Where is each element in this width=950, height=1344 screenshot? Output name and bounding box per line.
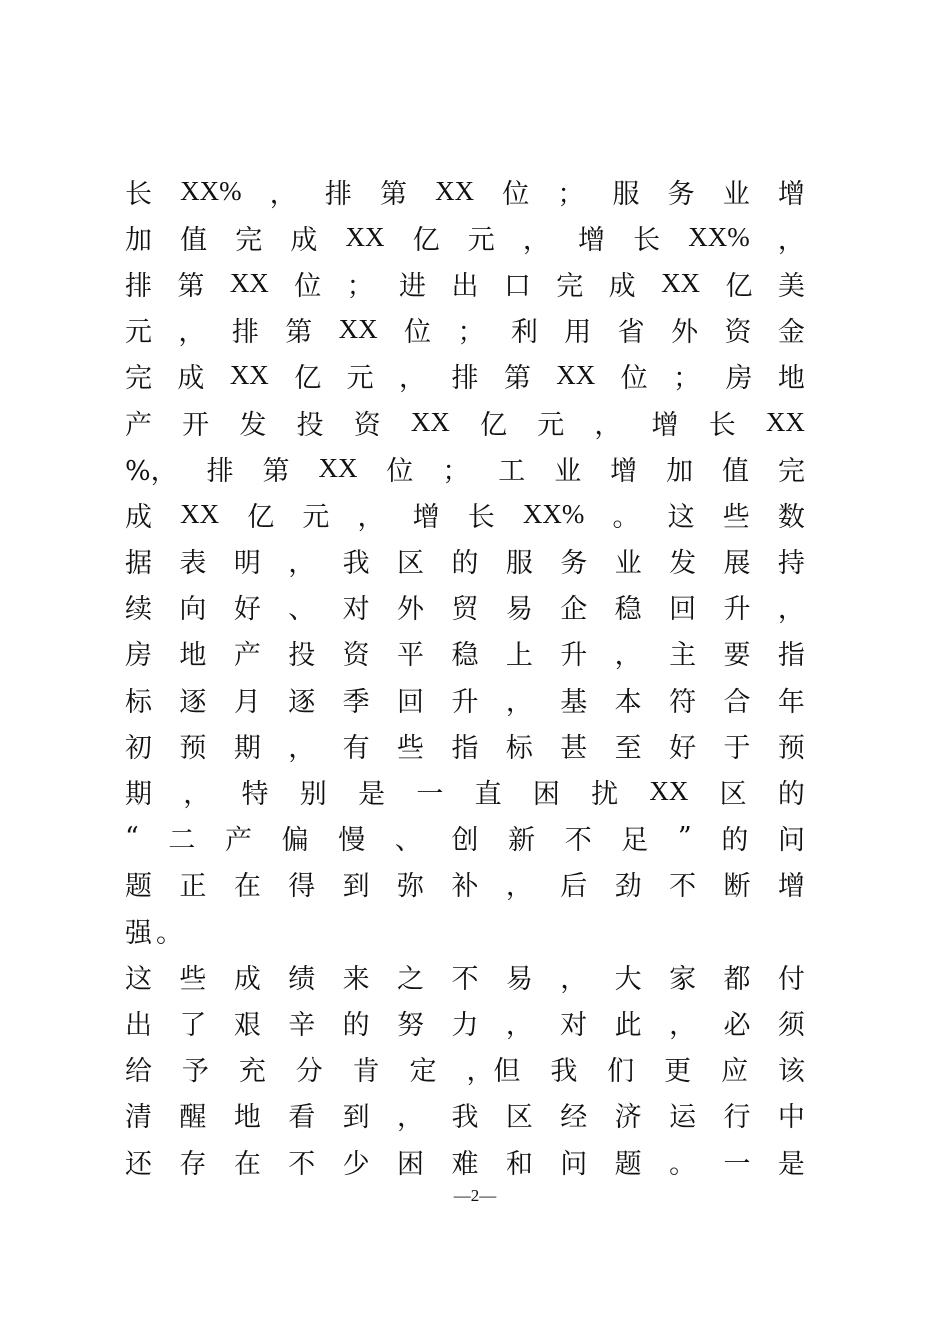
- text-token: 们: [607, 1056, 635, 1088]
- text-token: 产: [233, 640, 261, 672]
- text-token: XX: [318, 452, 358, 483]
- text-token: 一: [416, 779, 444, 811]
- text-token: 我: [451, 1102, 479, 1134]
- text-token: XX: [338, 314, 378, 345]
- text-token: 排: [324, 178, 352, 210]
- text-token: 回: [669, 594, 697, 626]
- text-token: 长: [125, 178, 152, 210]
- text-token: 亿: [247, 501, 275, 533]
- text-token: 不: [564, 825, 592, 857]
- text-token: 成: [125, 501, 152, 533]
- text-token: 易: [505, 963, 533, 995]
- text-token: 、: [394, 825, 422, 857]
- text-token: 问: [777, 825, 805, 857]
- text-token: 问: [560, 1148, 588, 1180]
- text-line: [125, 815, 805, 861]
- text-token: 外: [671, 317, 699, 349]
- text-token: 符: [669, 686, 697, 718]
- text-token: ，: [357, 501, 385, 533]
- text-token: 后: [560, 871, 588, 903]
- text-token: ，: [269, 178, 297, 210]
- text-token: 些: [397, 732, 425, 764]
- text-token: 主: [669, 640, 697, 672]
- text-token: 些: [179, 963, 207, 995]
- text-token: %，: [125, 455, 178, 487]
- text-token: 辛: [288, 1009, 316, 1041]
- text-token: 予: [181, 1056, 209, 1088]
- text-token: 口: [503, 270, 531, 302]
- text-token: 产: [125, 409, 152, 441]
- text-token: 明: [233, 548, 261, 580]
- text-token: 清: [125, 1102, 152, 1134]
- text-token: 至: [614, 732, 642, 764]
- text-line: [125, 353, 805, 399]
- text-token: ，: [614, 640, 642, 672]
- text-token: 利: [510, 317, 538, 349]
- text-token: 稳: [451, 640, 479, 672]
- text-token: XX%: [180, 175, 242, 206]
- text-token: 稳: [614, 594, 642, 626]
- text-token: 运: [669, 1102, 697, 1134]
- text-token: 出: [125, 1009, 152, 1041]
- text-token: 进: [399, 270, 427, 302]
- text-token: 美: [777, 270, 805, 302]
- text-token: 区: [719, 779, 747, 811]
- text-line: [125, 538, 805, 584]
- text-token: 平: [397, 640, 425, 672]
- text-token: ，: [777, 594, 805, 626]
- text-token: 成: [233, 963, 261, 995]
- text-token: 业: [554, 455, 582, 487]
- text-token: ；: [557, 178, 585, 210]
- text-line: [125, 630, 805, 676]
- text-token: 投: [296, 409, 324, 441]
- text-token: 在: [233, 871, 261, 903]
- text-token: XX: [435, 175, 475, 206]
- text-token: 升: [560, 640, 588, 672]
- text-token: 第: [285, 317, 313, 349]
- text-token: 完: [777, 455, 805, 487]
- text-line: [125, 1138, 805, 1184]
- text-token: 贸: [451, 594, 479, 626]
- text-token: ，: [669, 1009, 697, 1041]
- text-token: ，: [777, 224, 805, 256]
- text-token: 位: [404, 317, 432, 349]
- text-token: 成: [608, 270, 636, 302]
- text-token: 增: [777, 178, 805, 210]
- text-token: 该: [777, 1056, 805, 1088]
- text-token: 慢: [338, 825, 366, 857]
- text-token: 出: [451, 270, 479, 302]
- text-token: 回: [397, 686, 425, 718]
- text-token: 排: [451, 363, 479, 395]
- text-token: 企: [560, 594, 588, 626]
- text-token: 对: [342, 594, 370, 626]
- text-token: 数: [777, 501, 805, 533]
- text-line: [125, 676, 805, 722]
- text-token: 发: [239, 409, 267, 441]
- text-token: 第: [503, 363, 531, 395]
- text-token: 醒: [179, 1102, 207, 1134]
- text-token: ；: [442, 455, 470, 487]
- text-token: 基: [560, 686, 588, 718]
- text-token: 和: [505, 1148, 533, 1180]
- text-token: 位: [620, 363, 648, 395]
- text-token: 投: [288, 640, 316, 672]
- text-token: 直: [474, 779, 502, 811]
- text-token: 弥: [397, 871, 425, 903]
- text-token: 升: [451, 686, 479, 718]
- text-token: 困: [397, 1148, 425, 1180]
- text-token: 区: [505, 1102, 533, 1134]
- text-token: 元: [467, 224, 495, 256]
- text-token: 偏: [281, 825, 309, 857]
- text-token: 第: [177, 270, 205, 302]
- text-line: [125, 445, 805, 491]
- text-token: 济: [614, 1102, 642, 1134]
- text-token: 加: [666, 455, 694, 487]
- text-token: 定: [409, 1056, 437, 1088]
- text-token: 资: [353, 409, 381, 441]
- text-token: 位: [502, 178, 530, 210]
- text-token: 排: [125, 270, 152, 302]
- text-token: 的: [777, 779, 805, 811]
- text-token: 展: [723, 548, 751, 580]
- text-line: [125, 953, 805, 999]
- text-token: XX: [649, 776, 689, 807]
- text-token: 长: [708, 409, 736, 441]
- text-token: 增: [610, 455, 638, 487]
- text-token: XX: [556, 360, 596, 391]
- text-token: “: [125, 822, 139, 854]
- text-token: 期: [233, 732, 261, 764]
- text-token: ，: [594, 409, 622, 441]
- text-token: XX: [229, 267, 269, 298]
- text-line: [125, 907, 805, 953]
- text-token: 用: [564, 317, 592, 349]
- text-token: 在: [233, 1148, 261, 1180]
- text-token: XX%: [522, 498, 585, 529]
- text-token: 困: [532, 779, 560, 811]
- text-token: XX: [765, 406, 805, 437]
- text-token: 是: [358, 779, 386, 811]
- text-token: 一: [723, 1148, 751, 1180]
- text-token: 亿: [294, 363, 322, 395]
- body-text: [125, 168, 805, 1184]
- text-token: 肯: [352, 1056, 380, 1088]
- text-token: ；: [346, 270, 374, 302]
- text-token: 。: [156, 917, 183, 949]
- text-token: 元: [302, 501, 330, 533]
- text-token: 于: [723, 732, 751, 764]
- text-token: 正: [179, 871, 207, 903]
- text-token: 新: [508, 825, 536, 857]
- text-token: 第: [380, 178, 407, 210]
- text-token: 预: [179, 732, 207, 764]
- text-token: 些: [722, 501, 750, 533]
- text-token: 地: [179, 640, 207, 672]
- text-token: 预: [777, 732, 805, 764]
- text-token: 应: [721, 1056, 749, 1088]
- text-token: 对: [560, 1009, 588, 1041]
- text-line: [125, 1092, 805, 1138]
- text-token: 易: [505, 594, 533, 626]
- text-token: 还: [125, 1148, 152, 1180]
- text-token: 长: [467, 501, 495, 533]
- text-token: XX: [229, 360, 269, 391]
- text-token: 增: [578, 224, 605, 256]
- text-token: 外: [397, 594, 425, 626]
- text-token: 期: [125, 779, 152, 811]
- text-token: 不: [288, 1148, 316, 1180]
- text-token: 长: [633, 224, 661, 256]
- text-token: 季: [342, 686, 370, 718]
- text-token: 升: [723, 594, 751, 626]
- text-token: 发: [669, 548, 697, 580]
- text-token: 到: [342, 871, 370, 903]
- text-token: 开: [182, 409, 210, 441]
- text-token: 服: [612, 178, 640, 210]
- text-token: 付: [777, 963, 805, 995]
- text-line: [125, 399, 805, 445]
- text-token: 省: [617, 317, 645, 349]
- text-token: 完: [125, 363, 152, 395]
- text-token: 扰: [591, 779, 619, 811]
- text-token: 。: [612, 501, 640, 533]
- text-token: ，: [399, 363, 427, 395]
- text-token: 亿: [480, 409, 508, 441]
- text-token: 之: [397, 963, 425, 995]
- text-token: 值: [180, 224, 208, 256]
- text-token: 务: [667, 178, 695, 210]
- text-token: 补: [451, 871, 479, 903]
- text-token: 排: [206, 455, 234, 487]
- text-token: 房: [125, 640, 152, 672]
- text-token: 标: [505, 732, 533, 764]
- text-token: 上: [505, 640, 533, 672]
- text-token: 完: [556, 270, 584, 302]
- text-token: 指: [777, 640, 805, 672]
- text-token: 元: [125, 317, 152, 349]
- text-line: [125, 722, 805, 768]
- text-token: 特: [241, 779, 269, 811]
- text-token: ，: [397, 1102, 425, 1134]
- text-token: 初: [125, 732, 152, 764]
- text-token: 第: [262, 455, 290, 487]
- text-token: 加: [125, 224, 152, 256]
- text-token: 业: [722, 178, 750, 210]
- text-token: 不: [669, 871, 697, 903]
- text-token: 都: [723, 963, 751, 995]
- text-token: 力: [451, 1009, 479, 1041]
- text-token: XX: [180, 498, 220, 529]
- text-token: 位: [294, 270, 322, 302]
- text-token: ，: [505, 686, 533, 718]
- text-token: 经: [560, 1102, 588, 1134]
- text-token: 金: [777, 317, 805, 349]
- text-line: [125, 999, 805, 1045]
- text-token: 更: [664, 1056, 692, 1088]
- text-token: 来: [342, 963, 370, 995]
- text-token: 题: [614, 1148, 642, 1180]
- text-token: 指: [451, 732, 479, 764]
- text-token: XX%: [688, 221, 750, 252]
- text-token: ；: [457, 317, 485, 349]
- text-token: 资: [342, 640, 370, 672]
- text-token: 好: [233, 594, 261, 626]
- text-token: 向: [179, 594, 207, 626]
- text-token: 有: [342, 732, 370, 764]
- text-token: 亿: [725, 270, 753, 302]
- text-token: 要: [723, 640, 751, 672]
- text-token: 须: [777, 1009, 805, 1041]
- text-token: 足: [621, 825, 649, 857]
- text-token: 强: [125, 917, 152, 949]
- text-token: 充: [238, 1056, 266, 1088]
- text-token: 。: [669, 1148, 697, 1180]
- text-token: ，但: [466, 1056, 521, 1088]
- text-token: 我: [550, 1056, 578, 1088]
- text-token: 别: [299, 779, 327, 811]
- text-token: ；: [673, 363, 701, 395]
- text-token: 努: [397, 1009, 425, 1041]
- text-token: 工: [498, 455, 526, 487]
- text-token: 元: [346, 363, 374, 395]
- text-line: [125, 768, 805, 814]
- text-token: 分: [295, 1056, 323, 1088]
- text-token: 资: [724, 317, 752, 349]
- text-token: 持: [777, 548, 805, 580]
- text-token: 家: [669, 963, 697, 995]
- text-token: 看: [288, 1102, 316, 1134]
- text-token: 的: [342, 1009, 370, 1041]
- text-token: 劲: [614, 871, 642, 903]
- text-token: 亿: [412, 224, 440, 256]
- text-token: 房: [725, 363, 753, 395]
- text-token: 不: [451, 963, 479, 995]
- text-token: 业: [614, 548, 642, 580]
- text-token: 元: [537, 409, 565, 441]
- text-token: 本: [614, 686, 642, 718]
- text-line: [125, 584, 805, 630]
- text-token: 了: [179, 1009, 207, 1041]
- text-line: [125, 307, 805, 353]
- text-token: 年: [777, 686, 805, 718]
- text-token: ”: [677, 822, 692, 854]
- text-token: ，: [288, 732, 316, 764]
- text-token: 这: [125, 963, 152, 995]
- text-token: 这: [667, 501, 695, 533]
- text-token: ，: [288, 548, 316, 580]
- text-token: 大: [614, 963, 642, 995]
- text-token: 是: [777, 1148, 805, 1180]
- text-token: 标: [125, 686, 152, 718]
- text-token: 增: [651, 409, 679, 441]
- text-token: 到: [342, 1102, 370, 1134]
- text-token: 逐: [288, 686, 316, 718]
- text-token: XX: [410, 406, 450, 437]
- text-token: 地: [233, 1102, 261, 1134]
- text-token: 的: [721, 825, 749, 857]
- text-token: 绩: [288, 963, 316, 995]
- text-token: 必: [723, 1009, 751, 1041]
- text-token: 增: [412, 501, 440, 533]
- text-token: 行: [723, 1102, 751, 1134]
- text-token: 题: [125, 871, 152, 903]
- text-token: 艰: [233, 1009, 261, 1041]
- text-token: 难: [451, 1148, 479, 1180]
- text-line: [125, 168, 805, 214]
- text-token: 地: [777, 363, 805, 395]
- text-token: 创: [451, 825, 479, 857]
- text-token: ，: [505, 1009, 533, 1041]
- text-token: 值: [722, 455, 750, 487]
- text-token: 增: [777, 871, 805, 903]
- text-token: 好: [669, 732, 697, 764]
- text-token: 合: [723, 686, 751, 718]
- text-token: 给: [125, 1056, 152, 1088]
- text-line: [125, 1046, 805, 1092]
- text-token: 服: [505, 548, 533, 580]
- text-token: 的: [451, 548, 479, 580]
- text-token: ，: [183, 779, 211, 811]
- text-token: XX: [345, 221, 385, 252]
- text-token: 表: [179, 548, 207, 580]
- text-token: 中: [777, 1102, 805, 1134]
- text-token: 成: [290, 224, 318, 256]
- text-line: [125, 491, 805, 537]
- text-token: 断: [723, 871, 751, 903]
- text-token: 排: [231, 317, 259, 349]
- text-token: 得: [288, 871, 316, 903]
- text-token: 月: [233, 686, 261, 718]
- text-token: 甚: [560, 732, 588, 764]
- text-token: 此: [614, 1009, 642, 1041]
- text-token: 据: [125, 548, 152, 580]
- text-token: ，: [505, 871, 533, 903]
- text-token: 逐: [179, 686, 207, 718]
- text-token: 少: [342, 1148, 370, 1180]
- text-token: 二: [168, 825, 196, 857]
- text-token: 区: [397, 548, 425, 580]
- text-token: 存: [179, 1148, 207, 1180]
- text-token: ，: [522, 224, 550, 256]
- text-line: [125, 214, 805, 260]
- text-token: 产: [225, 825, 253, 857]
- page-number: —2—: [453, 1186, 497, 1205]
- text-token: 完: [235, 224, 263, 256]
- text-token: XX: [661, 267, 701, 298]
- text-line: [125, 861, 805, 907]
- text-token: ，: [178, 317, 206, 349]
- text-token: ，: [560, 963, 588, 995]
- text-token: 务: [560, 548, 588, 580]
- text-token: 成: [177, 363, 205, 395]
- text-token: 、: [288, 594, 316, 626]
- text-token: 位: [386, 455, 414, 487]
- text-token: 续: [125, 594, 152, 626]
- text-line: [125, 260, 805, 306]
- text-token: 我: [342, 548, 370, 580]
